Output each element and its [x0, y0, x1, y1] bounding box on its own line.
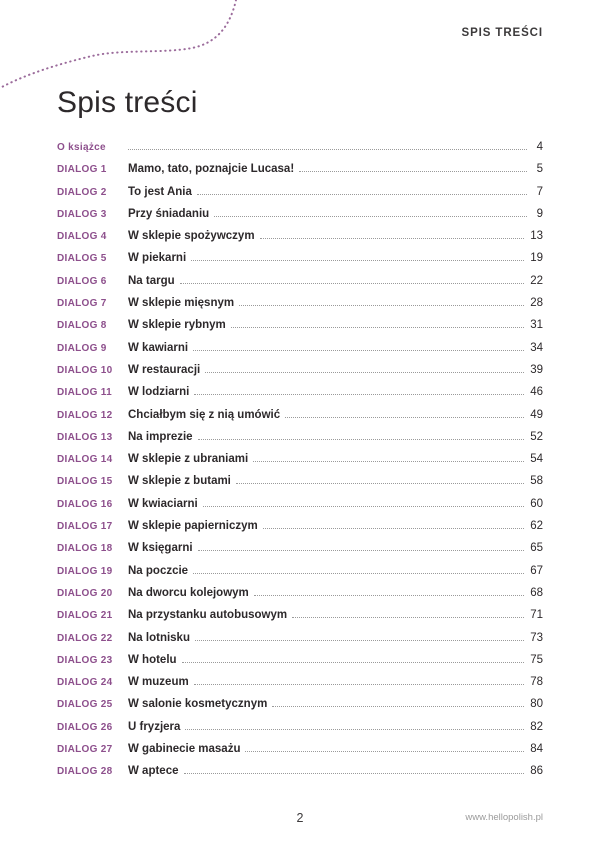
toc-leader-dots	[239, 305, 524, 306]
toc-entry-page: 46	[530, 386, 543, 399]
toc-row[interactable]	[57, 292, 543, 314]
toc-row[interactable]	[57, 426, 543, 448]
toc-entry-label: DIALOG 26	[57, 721, 113, 733]
toc-entry-label: DIALOG 6	[57, 275, 107, 287]
toc-entry-label: DIALOG 21	[57, 610, 113, 622]
toc-entry-title: Na przystanku autobusowym	[128, 609, 288, 622]
toc-entry-page: 19	[530, 252, 543, 265]
toc-entry-label: DIALOG 9	[57, 342, 107, 354]
toc-entry-title: W sklepie z ubraniami	[128, 453, 249, 466]
toc-entry-page: 60	[530, 497, 543, 510]
toc-row[interactable]	[57, 181, 543, 203]
footer-page-number: 2	[296, 811, 304, 825]
toc-entry-page: 49	[530, 408, 543, 421]
toc-leader-dots	[193, 573, 524, 574]
toc-leader-dots	[191, 260, 524, 261]
toc-entry-page: 4	[536, 141, 543, 153]
toc-entry-title: W gabinecie masażu	[128, 743, 241, 756]
toc-leader-dots	[253, 461, 524, 462]
toc-entry-title: Na imprezie	[128, 430, 193, 443]
toc-list	[57, 136, 543, 783]
toc-row[interactable]	[57, 381, 543, 403]
toc-entry-label: DIALOG 1	[57, 164, 107, 176]
toc-leader-dots	[292, 617, 524, 618]
toc-entry-page: 28	[530, 297, 543, 310]
toc-entry-label: DIALOG 12	[57, 409, 113, 421]
toc-entry-page: 5	[536, 163, 543, 176]
toc-entry-label: DIALOG 27	[57, 744, 113, 756]
toc-leader-dots	[260, 238, 525, 239]
toc-leader-dots	[203, 506, 525, 507]
toc-entry-page: 67	[530, 564, 543, 577]
toc-entry-title: Na dworcu kolejowym	[128, 586, 249, 599]
toc-entry-title: W piekarni	[128, 252, 187, 265]
toc-entry-page: 73	[530, 631, 543, 644]
toc-entry-page: 78	[530, 676, 543, 689]
toc-leader-dots	[128, 149, 527, 150]
toc-entry-label: DIALOG 19	[57, 565, 113, 577]
toc-entry-title: To jest Ania	[128, 185, 192, 198]
toc-leader-dots	[263, 528, 524, 529]
toc-leader-dots	[193, 350, 524, 351]
toc-entry-label: DIALOG 2	[57, 186, 107, 198]
toc-leader-dots	[272, 706, 524, 707]
toc-leader-dots	[254, 595, 524, 596]
toc-entry-page: 80	[530, 698, 543, 711]
toc-entry-page: 86	[530, 765, 543, 778]
toc-entry-page: 39	[530, 363, 543, 376]
toc-entry-page: 65	[530, 542, 543, 555]
toc-entry-label: DIALOG 10	[57, 364, 113, 376]
decorative-dotted-curve	[0, 0, 240, 92]
toc-entry-page: 22	[530, 274, 543, 287]
toc-entry-title: W sklepie z butami	[128, 475, 231, 488]
toc-row[interactable]	[57, 359, 543, 381]
toc-row[interactable]	[57, 582, 543, 604]
toc-row[interactable]	[57, 515, 543, 537]
toc-row[interactable]	[57, 247, 543, 269]
toc-entry-title: Na lotnisku	[128, 631, 190, 644]
toc-row[interactable]	[57, 716, 543, 738]
toc-leader-dots	[231, 327, 524, 328]
toc-entry-label: DIALOG 24	[57, 677, 113, 689]
toc-leader-dots	[180, 283, 525, 284]
toc-entry-title: W muzeum	[128, 676, 189, 689]
page-title: Spis treści	[57, 86, 198, 119]
page-footer	[57, 810, 543, 826]
toc-leader-dots	[182, 662, 525, 663]
toc-entry-title: W kwiaciarni	[128, 497, 198, 510]
toc-entry-title: Na targu	[128, 274, 175, 287]
toc-entry-title: W aptece	[128, 765, 179, 778]
toc-entry-title: W sklepie spożywczym	[128, 230, 255, 243]
toc-entry-label: DIALOG 4	[57, 231, 107, 243]
toc-leader-dots	[198, 550, 525, 551]
toc-entry-label: DIALOG 28	[57, 766, 113, 778]
toc-leader-dots	[197, 194, 527, 195]
toc-entry-title: Przy śniadaniu	[128, 207, 210, 220]
toc-leader-dots	[214, 216, 527, 217]
toc-leader-dots	[205, 372, 524, 373]
toc-row[interactable]	[57, 404, 543, 426]
toc-entry-label: DIALOG 22	[57, 632, 113, 644]
toc-row[interactable]	[57, 337, 543, 359]
toc-entry-label: DIALOG 25	[57, 699, 113, 711]
toc-entry-label: DIALOG 23	[57, 654, 113, 666]
toc-entry-page: 75	[530, 653, 543, 666]
toc-entry-label: O książce	[57, 142, 106, 153]
toc-entry-title: W sklepie mięsnym	[128, 297, 235, 310]
toc-leader-dots	[184, 773, 525, 774]
toc-leader-dots	[285, 417, 524, 418]
toc-entry-label: DIALOG 13	[57, 431, 113, 443]
toc-leader-dots	[299, 171, 527, 172]
toc-row[interactable]	[57, 671, 543, 693]
toc-leader-dots	[185, 729, 524, 730]
toc-entry-title: Chciałbym się z nią umówić	[128, 408, 281, 421]
toc-entry-page: 82	[530, 720, 543, 733]
toc-entry-label: DIALOG 11	[57, 387, 112, 399]
toc-entry-page: 52	[530, 430, 543, 443]
toc-row[interactable]	[57, 627, 543, 649]
toc-entry-title: W księgarni	[128, 542, 193, 555]
toc-entry-title: W sklepie papierniczym	[128, 520, 258, 533]
toc-row[interactable]	[57, 314, 543, 336]
toc-entry-title: W restauracji	[128, 363, 201, 376]
toc-entry-page: 84	[530, 743, 543, 756]
toc-entry-label: DIALOG 8	[57, 320, 107, 332]
toc-leader-dots	[194, 684, 525, 685]
toc-entry-page: 7	[536, 185, 543, 198]
toc-entry-title: W hotelu	[128, 653, 177, 666]
toc-entry-label: DIALOG 7	[57, 298, 107, 310]
toc-entry-label: DIALOG 15	[57, 476, 113, 488]
toc-entry-title: W kawiarni	[128, 341, 189, 354]
toc-leader-dots	[245, 751, 524, 752]
toc-entry-title: Mamo, tato, poznajcie Lucasa!	[128, 163, 295, 176]
toc-entry-label: DIALOG 3	[57, 208, 107, 220]
toc-row[interactable]	[57, 738, 543, 760]
toc-entry-title: U fryzjera	[128, 720, 181, 733]
toc-entry-label: DIALOG 17	[57, 521, 113, 533]
toc-row[interactable]	[57, 560, 543, 582]
toc-row[interactable]	[57, 136, 543, 158]
toc-row[interactable]	[57, 270, 543, 292]
toc-entry-page: 68	[530, 586, 543, 599]
toc-entry-page: 71	[530, 609, 543, 622]
toc-row[interactable]	[57, 158, 543, 180]
toc-leader-dots	[198, 439, 525, 440]
toc-entry-label: DIALOG 14	[57, 454, 113, 466]
running-header: SPIS TREŚCI	[461, 27, 543, 39]
toc-row[interactable]	[57, 448, 543, 470]
toc-row[interactable]	[57, 537, 543, 559]
toc-entry-title: W salonie kosmetycznym	[128, 698, 268, 711]
toc-row[interactable]	[57, 760, 543, 782]
toc-entry-title: W lodziarni	[128, 386, 190, 399]
toc-row[interactable]	[57, 225, 543, 247]
toc-entry-title: Na poczcie	[128, 564, 189, 577]
toc-leader-dots	[236, 483, 524, 484]
toc-row[interactable]	[57, 493, 543, 515]
toc-entry-page: 58	[530, 475, 543, 488]
toc-leader-dots	[194, 394, 524, 395]
toc-row[interactable]	[57, 203, 543, 225]
toc-row[interactable]	[57, 604, 543, 626]
toc-entry-label: DIALOG 20	[57, 587, 113, 599]
toc-entry-label: DIALOG 16	[57, 498, 113, 510]
toc-entry-page: 9	[536, 207, 543, 220]
toc-entry-page: 54	[530, 453, 543, 466]
toc-row[interactable]	[57, 470, 543, 492]
toc-entry-page: 62	[530, 520, 543, 533]
toc-leader-dots	[195, 640, 524, 641]
footer-website-link[interactable]: www.hellopolish.pl	[465, 812, 543, 823]
toc-entry-title: W sklepie rybnym	[128, 319, 226, 332]
toc-entry-page: 31	[530, 319, 543, 332]
toc-entry-page: 34	[530, 341, 543, 354]
toc-entry-label: DIALOG 18	[57, 543, 113, 555]
toc-entry-page: 13	[530, 230, 543, 243]
toc-entry-label: DIALOG 5	[57, 253, 107, 265]
toc-row[interactable]	[57, 649, 543, 671]
toc-row[interactable]	[57, 693, 543, 715]
